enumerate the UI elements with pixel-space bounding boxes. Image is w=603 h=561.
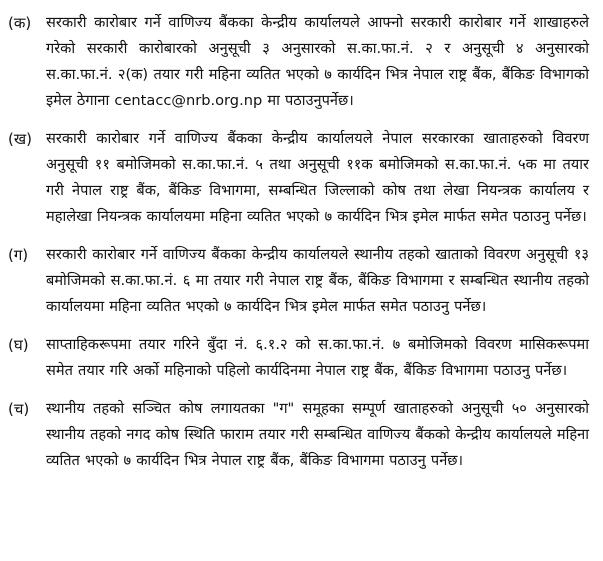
clause-text: सरकारी कारोबार गर्ने वाणिज्य बैंकका केन्द्रीय कार्यालयले आफ्नो सरकारी कारोबार गर्ने शाखाहरुले गरेको सरकारी कारोबारको अनुसूची ३ अनुसारको स.का.फा.नं. २ र अनुसूची ४ अनुसारको स.का.फा.नं. २(क) तयार गरी महिना व्यतित भएको ७ कार्यदिन भित्र नेपाल राष्ट्र बैंक, बैंकिङ विभागको इमेल ठेगाना centacc@nrb.org.np मा पठाउनुपर्नेछ। [46, 14, 589, 109]
clause-ka [8, 10, 589, 114]
clause-text: सरकारी कारोबार गर्ने वाणिज्य बैंकका केन्द्रीय कार्यालयले स्थानीय तहको खाताको विवरण अनुसूची १३ बमोजिमको स.का.फा.नं. ६ मा तयार गरी नेपाल राष्ट्र बैंक, बैंकिङ विभागमा र सम्बन्धित स्थानीय तहको कार्यालयमा महिना व्यतित भएको ७ कार्यदिन भित्र इमेल मार्फत समेत पठाउनु पर्नेछ। [46, 246, 589, 315]
clause-cha [8, 396, 589, 474]
clause-text: सरकारी कारोबार गर्ने वाणिज्य बैंकका केन्द्रीय कार्यालयले नेपाल सरकारका खाताहरुको विवरण अनुसूची ११ बमोजिमको स.का.फा.नं. ५ तथा अनुसूची ११क बमोजिमको स.का.फा.नं. ५क मा तयार गरी नेपाल राष्ट्र बैंक, बैंकिङ विभागमा, सम्बन्धित जिल्लाको कोष तथा लेखा नियन्त्रक कार्यालय र महालेखा नियन्त्रक कार्यालयमा महिना व्यतित भएको ७ कार्यदिन भित्र इमेल मार्फत समेत पठाउनु पर्नेछ। [46, 130, 589, 225]
clause-text: स्थानीय तहको सञ्चित कोष लगायतका "ग" समूहका सम्पूर्ण खाताहरुको अनुसूची ५० अनुसारको स्थानीय तहको नगद कोष स्थिति फाराम तयार गरी सम्बन्धित वाणिज्य बैंकको केन्द्रीय कार्यालयले महिना व्यतित भएको ७ कार्यदिन भित्र नेपाल राष्ट्र बैंक, बैंकिङ विभागमा पठाउनु पर्नेछ। [46, 400, 589, 469]
clause-kha [8, 126, 589, 230]
clause-marker: (च) [8, 400, 30, 418]
clause-gha [8, 332, 589, 384]
clause-marker: (ख) [8, 130, 32, 148]
clause-marker: (ग) [8, 246, 29, 264]
clause-marker: (क) [8, 14, 32, 32]
clause-ga [8, 242, 589, 320]
clause-text: साप्ताहिकरूपमा तयार गरिने बुँदा नं. ६.१.२ को स.का.फा.नं. ७ बमोजिमको विवरण मासिकरूपमा समेत तयार गरि अर्को महिनाको पहिलो कार्यदिनमा नेपाल राष्ट्र बैंक, बैंकिङ विभागमा पठाउनु पर्नेछ। [46, 336, 589, 379]
clause-marker: (घ) [8, 336, 29, 354]
